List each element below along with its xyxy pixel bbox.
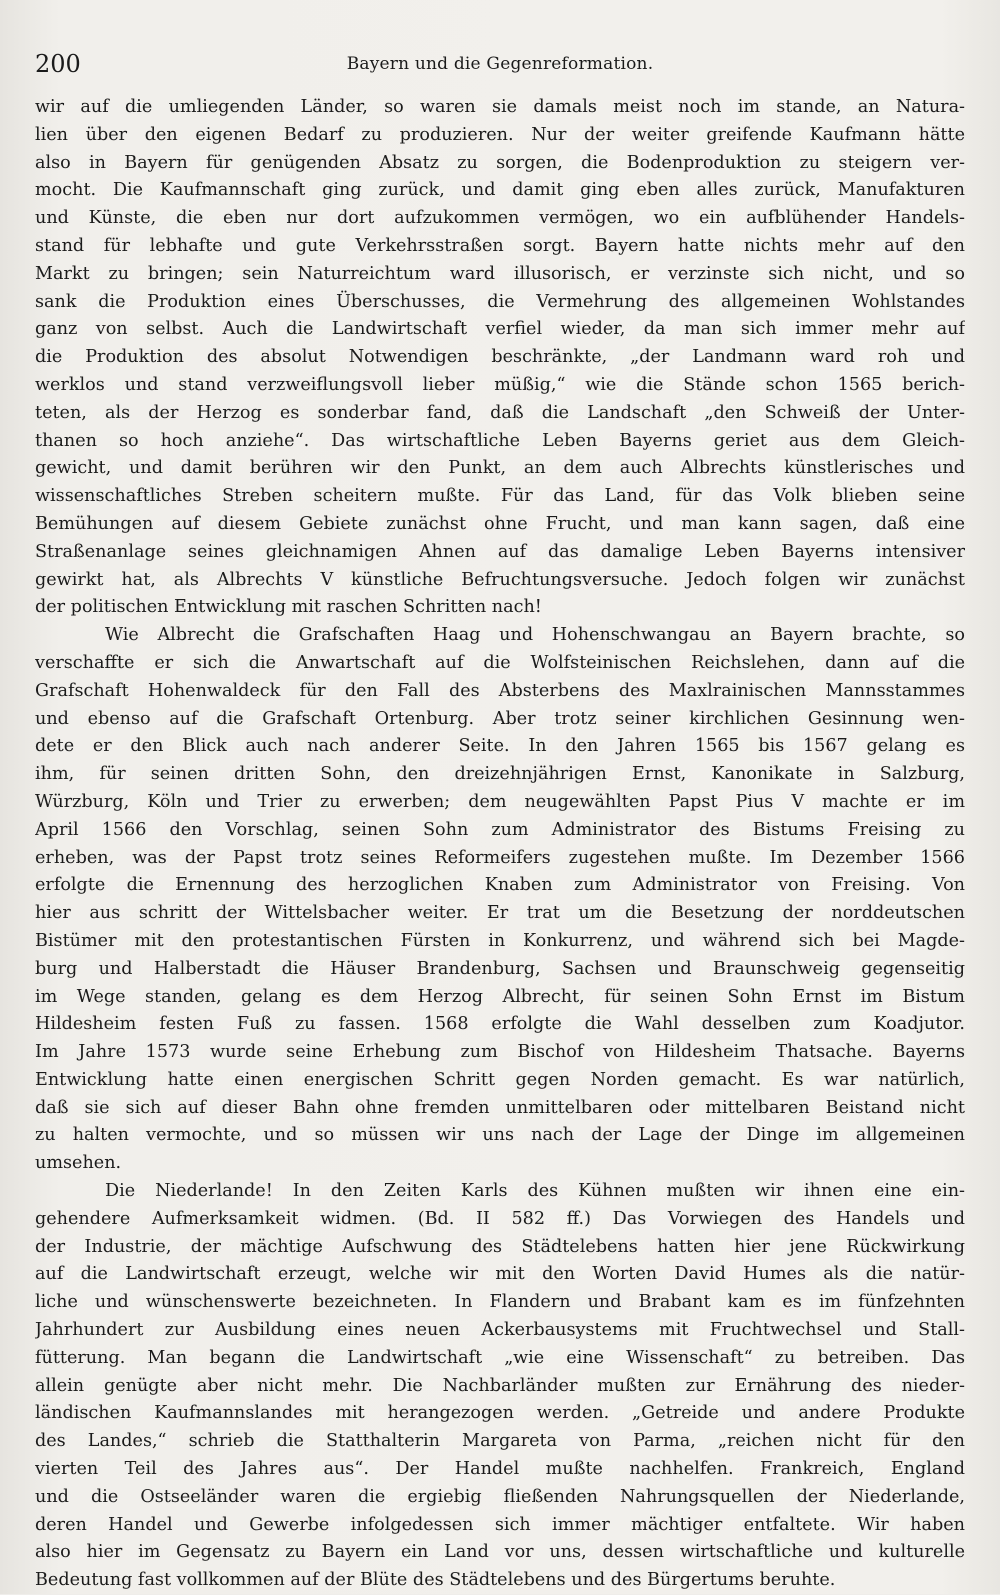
text-line: im Wege standen, gelang es dem Herzog Albrecht, für seinen Sohn Ernst im Bistum xyxy=(35,986,965,1007)
body-text xyxy=(35,94,965,1595)
text-line: Würzburg, Köln und Trier zu erwerben; dem neugewählten Papst Pius V machte er im xyxy=(35,791,965,812)
text-line: Bedeutung fast vollkommen auf der Blüte des Städtelebens und des Bürgertums beruhte. xyxy=(35,1570,836,1591)
running-title: Bayern und die Gegenreformation. xyxy=(346,54,654,74)
paragraph xyxy=(35,94,965,622)
text-line: die Produktion des absolut Notwendigen beschränkte, „der Landmann ward roh und xyxy=(35,347,965,368)
text-line: Bistümer mit den protestantischen Fürsten in Konkurrenz, und während sich bei Magde- xyxy=(35,930,965,951)
text-line: April 1566 den Vorschlag, seinen Sohn zum Administrator des Bistums Freising zu xyxy=(35,819,965,840)
text-line: Grafschaft Hohenwaldeck für den Fall des Absterbens des Maxlrainischen Mannsstammes xyxy=(35,680,965,701)
paragraph xyxy=(35,1178,965,1595)
text-line: umsehen. xyxy=(35,1153,122,1174)
text-line: Jahrhundert zur Ausbildung eines neuen Ackerbausystems mit Fruchtwechsel und Stall- xyxy=(35,1320,965,1341)
text-line: erfolgte die Ernennung des herzoglichen Knaben zum Administrator von Freising. Von xyxy=(35,875,965,896)
text-line: sank die Produktion eines Überschusses, die Vermehrung des allgemeinen Wohlstandes xyxy=(35,291,965,312)
text-line: burg und Halberstadt die Häuser Brandenburg, Sachsen und Braunschweig gegenseitig xyxy=(35,958,965,979)
text-line: wir auf die umliegenden Länder, so waren sie damals meist noch im stande, an Natura- xyxy=(35,97,965,117)
text-line: Straßenanlage seines gleichnamigen Ahnen auf das damalige Leben Bayerns intensiver xyxy=(35,541,965,562)
text-line: teten, als der Herzog es sonderbar fand, daß die Landschaft „den Schweiß der Unter- xyxy=(35,402,965,423)
text-line: Wie Albrecht die Grafschaften Haag und Hohenschwangau an Bayern brachte, so xyxy=(105,625,965,646)
text-line: liche und wünschenswerte bezeichneten. In Flandern und Brabant kam es im fünfzehnten xyxy=(35,1292,965,1313)
text-line: lien über den eigenen Bedarf zu produzieren. Nur der weiter greifende Kaufmann hätte xyxy=(35,124,965,145)
text-line: werklos und stand verzweiflungsvoll lieber müßig,“ wie die Stände schon 1565 berich- xyxy=(35,374,965,395)
text-line: der Industrie, der mächtige Aufschwung des Städtelebens hatten hier jene Rückwirkung xyxy=(35,1236,965,1257)
page-header xyxy=(35,48,965,88)
text-line: thanen so hoch anziehe“. Das wirtschaftliche Leben Bayerns geriet aus dem Gleich- xyxy=(35,430,965,451)
text-line: gewirkt hat, als Albrechts V künstliche Befruchtungsversuche. Jedoch folgen wir zunächst xyxy=(35,569,965,590)
text-line: wissenschaftliches Streben scheitern mußte. Für das Land, für das Volk blieben seine xyxy=(35,486,965,507)
text-line: also hier im Gegensatz zu Bayern ein Land vor uns, dessen wirtschaftliche und kulturelle xyxy=(35,1542,965,1563)
text-line: Entwicklung hatte einen energischen Schritt gegen Norden gemacht. Es war natürlich, xyxy=(35,1069,965,1090)
text-line: Markt zu bringen; sein Naturreichtum ward illusorisch, er verzinste sich nicht, und so xyxy=(35,263,965,284)
text-line: und Künste, die eben nur dort aufzukommen vermögen, wo ein aufblühender Handels- xyxy=(35,208,965,229)
text-line: Die Niederlande! In den Zeiten Karls des Kühnen mußten wir ihnen eine ein- xyxy=(105,1181,965,1202)
text-line: fütterung. Man begann die Landwirtschaft „wie eine Wissenschaft“ zu betreiben. Das xyxy=(35,1347,965,1368)
text-line: gehendere Aufmerksamkeit widmen. (Bd. II 582 ff.) Das Vorwiegen des Handels und xyxy=(35,1208,965,1229)
text-line: stand für lebhafte und gute Verkehrsstraßen sorgt. Bayern hatte nichts mehr auf den xyxy=(35,235,965,256)
text-line: also in Bayern für genügenden Absatz zu sorgen, die Bodenproduktion zu steigern ver- xyxy=(35,152,965,173)
page-number: 200 xyxy=(35,50,81,78)
text-line: dete er den Blick auch nach anderer Seite. In den Jahren 1565 bis 1567 gelang es xyxy=(35,736,965,757)
text-line: und ebenso auf die Grafschaft Ortenburg. Aber trotz seiner kirchlichen Gesinnung wen- xyxy=(35,708,965,729)
text-line: hier aus schritt der Wittelsbacher weiter. Er trat um die Besetzung der norddeutschen xyxy=(35,903,965,924)
text-line: auf die Landwirtschaft erzeugt, welche wir mit den Worten David Humes als die natür- xyxy=(35,1264,965,1285)
paragraph xyxy=(35,622,965,1178)
text-line: der politischen Entwicklung mit raschen Schritten nach! xyxy=(35,597,542,618)
text-line: des Landes,“ schrieb die Statthalterin Margareta von Parma, „reichen nicht für den xyxy=(35,1431,965,1452)
text-line: erheben, was der Papst trotz seines Reformeifers zugestehen mußte. Im Dezember 1566 xyxy=(35,847,965,868)
text-line: mocht. Die Kaufmannschaft ging zurück, und damit ging eben alles zurück, Manufakturen xyxy=(35,180,965,201)
text-line: zu halten vermochte, und so müssen wir uns nach der Lage der Dinge im allgemeinen xyxy=(35,1125,965,1146)
text-line: verschaffte er sich die Anwartschaft auf die Wolfsteinischen Reichslehen, dann auf die xyxy=(35,652,965,673)
text-line: ländischen Kaufmannslandes mit herangezogen werden. „Getreide und andere Produkte xyxy=(35,1403,965,1424)
text-line: Hildesheim festen Fuß zu fassen. 1568 erfolgte die Wahl desselben zum Koadjutor. xyxy=(35,1014,965,1035)
text-line: vierten Teil des Jahres aus“. Der Handel mußte nachhelfen. Frankreich, England xyxy=(35,1459,965,1480)
text-line: daß sie sich auf dieser Bahn ohne fremden unmittelbaren oder mittelbaren Beistand nicht xyxy=(35,1097,965,1118)
text-line: und die Ostseeländer waren die ergiebig fließenden Nahrungsquellen der Niederlande, xyxy=(35,1486,965,1507)
text-line: Bemühungen auf diesem Gebiete zunächst ohne Frucht, und man kann sagen, daß eine xyxy=(35,513,965,534)
text-line: deren Handel und Gewerbe infolgedessen sich immer mächtiger entfaltete. Wir haben xyxy=(35,1514,965,1535)
text-line: ganz von selbst. Auch die Landwirtschaft verfiel wieder, da man sich immer mehr auf xyxy=(35,319,965,340)
text-line: allein genügte aber nicht mehr. Die Nachbarländer mußten zur Ernährung des nieder- xyxy=(35,1375,965,1396)
text-line: Im Jahre 1573 wurde seine Erhebung zum Bischof von Hildesheim Thatsache. Bayerns xyxy=(35,1042,965,1063)
text-line: gewicht, und damit berühren wir den Punkt, an dem auch Albrechts künstlerisches und xyxy=(35,458,965,479)
text-line: ihm, für seinen dritten Sohn, den dreizehnjährigen Ernst, Kanonikate in Salzburg, xyxy=(35,764,965,785)
